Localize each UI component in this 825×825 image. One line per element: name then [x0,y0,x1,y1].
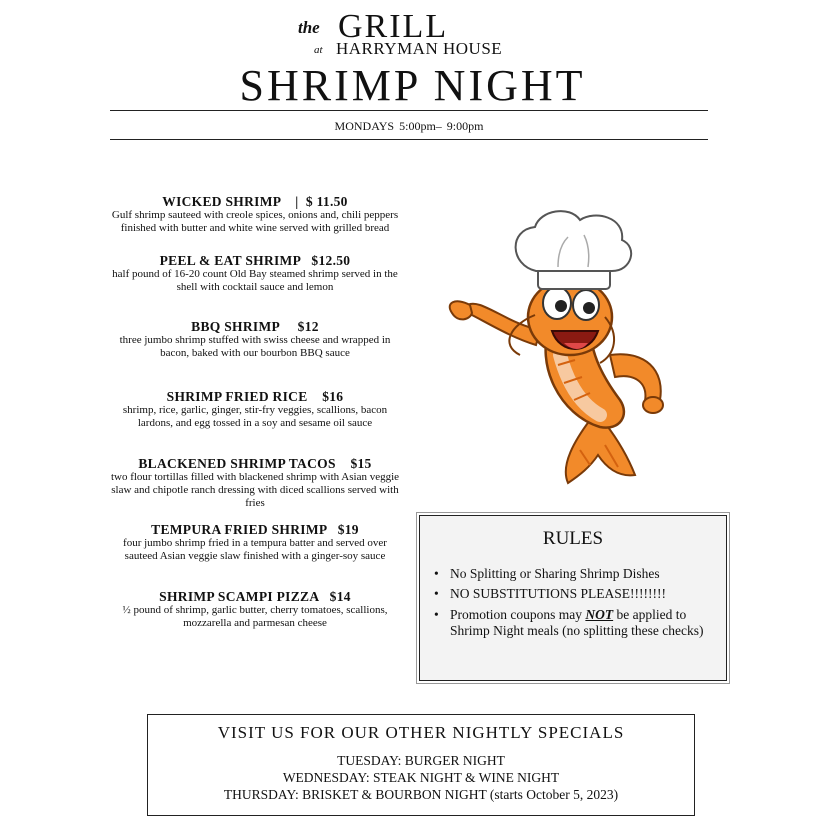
hours-text: MONDAYS 5:00pm– 9:00pm [334,119,484,133]
special-thursday: THURSDAY: BRISKET & BOURBON NIGHT (starts October 5, 2023) [223,787,619,802]
divider-top [110,110,708,111]
logo-harryman-house: HARRYMAN HOUSE [336,39,503,58]
nightly-specials-box [147,714,695,816]
menu-item-title: BLACKENED SHRIMP TACOS $15 [138,456,372,471]
rule-item: • Promotion coupons may NOT be applied to Shrimp Night meals (no splitting these checks) [434,606,704,639]
rule-item: • No Splitting or Sharing Shrimp Dishes [434,566,660,581]
chef-hat [516,211,632,289]
shrimp-tail [566,420,635,483]
menu-item-title: TEMPURA FRIED SHRIMP $19 [151,522,359,537]
special-wednesday: WEDNESDAY: STEAK NIGHT & WINE NIGHT [282,770,560,785]
menu-item-title: WICKED SHRIMP | $ 11.50 [162,194,348,209]
menu-item-description: ½ pound of shrimp, garlic butter, cherry tomatoes, scallions, mozzarella and parmesan cheese [122,604,388,629]
divider-bottom [110,139,708,140]
menu-item-description: two flour tortillas filled with blackened shrimp with Asian veggie slaw and chipotle ranch dressing with diced scallions served with fries [110,471,400,509]
rule-emphasis: NOT [585,606,614,622]
menu-item-title: PEEL & EAT SHRIMP $12.50 [159,253,351,268]
menu-item-title: BBQ SHRIMP $12 [191,319,319,334]
shrimp-left-arm [450,301,540,345]
menu-item-title: SHRIMP FRIED RICE $16 [166,389,344,404]
page-title: SHRIMP NIGHT [239,61,586,110]
nightly-specials-title: VISIT US FOR OUR OTHER NIGHTLY SPECIALS [217,723,625,742]
menu-item-description: four jumbo shrimp fried in a tempura batter and served over sauteed Asian veggie slaw finished with a ginger-soy sauce [123,537,387,562]
bullet-icon: • [434,586,439,602]
logo-grill: GRILL [338,8,449,45]
menu-item-description: half pound of 16-20 count Old Bay steamed shrimp served in the shell with cocktail sauce and lemon [112,268,398,293]
menu-item-title: SHRIMP SCAMPI PIZZA $14 [159,589,351,604]
logo-the: the [298,18,320,37]
bullet-icon: • [434,606,439,622]
menu-item-description: Gulf shrimp sauteed with creole spices, onions and, chili peppers finished with butter and white wine served with grilled bread [111,209,399,234]
rules-box [419,515,727,681]
shrimp-head [509,279,614,363]
restaurant-logo [0,6,825,60]
chef-shrimp-illustration [440,205,695,490]
menu-item-description: three jumbo shrimp stuffed with swiss cheese and wrapped in bacon, baked with our bourbon BBQ sauce [119,334,391,359]
logo-at: at [314,44,323,56]
rules-title: RULES [542,528,604,549]
rules-list [434,566,720,644]
special-tuesday: TUESDAY: BURGER NIGHT [337,753,505,768]
rule-item: • NO SUBSTITUTIONS PLEASE!!!!!!!! [434,586,666,602]
menu-item-description: shrimp, rice, garlic, ginger, stir-fry veggies, scallions, bacon lardons, and egg tossed in a soy and sesame oil sauce [122,404,388,429]
bullet-icon: • [434,566,439,581]
